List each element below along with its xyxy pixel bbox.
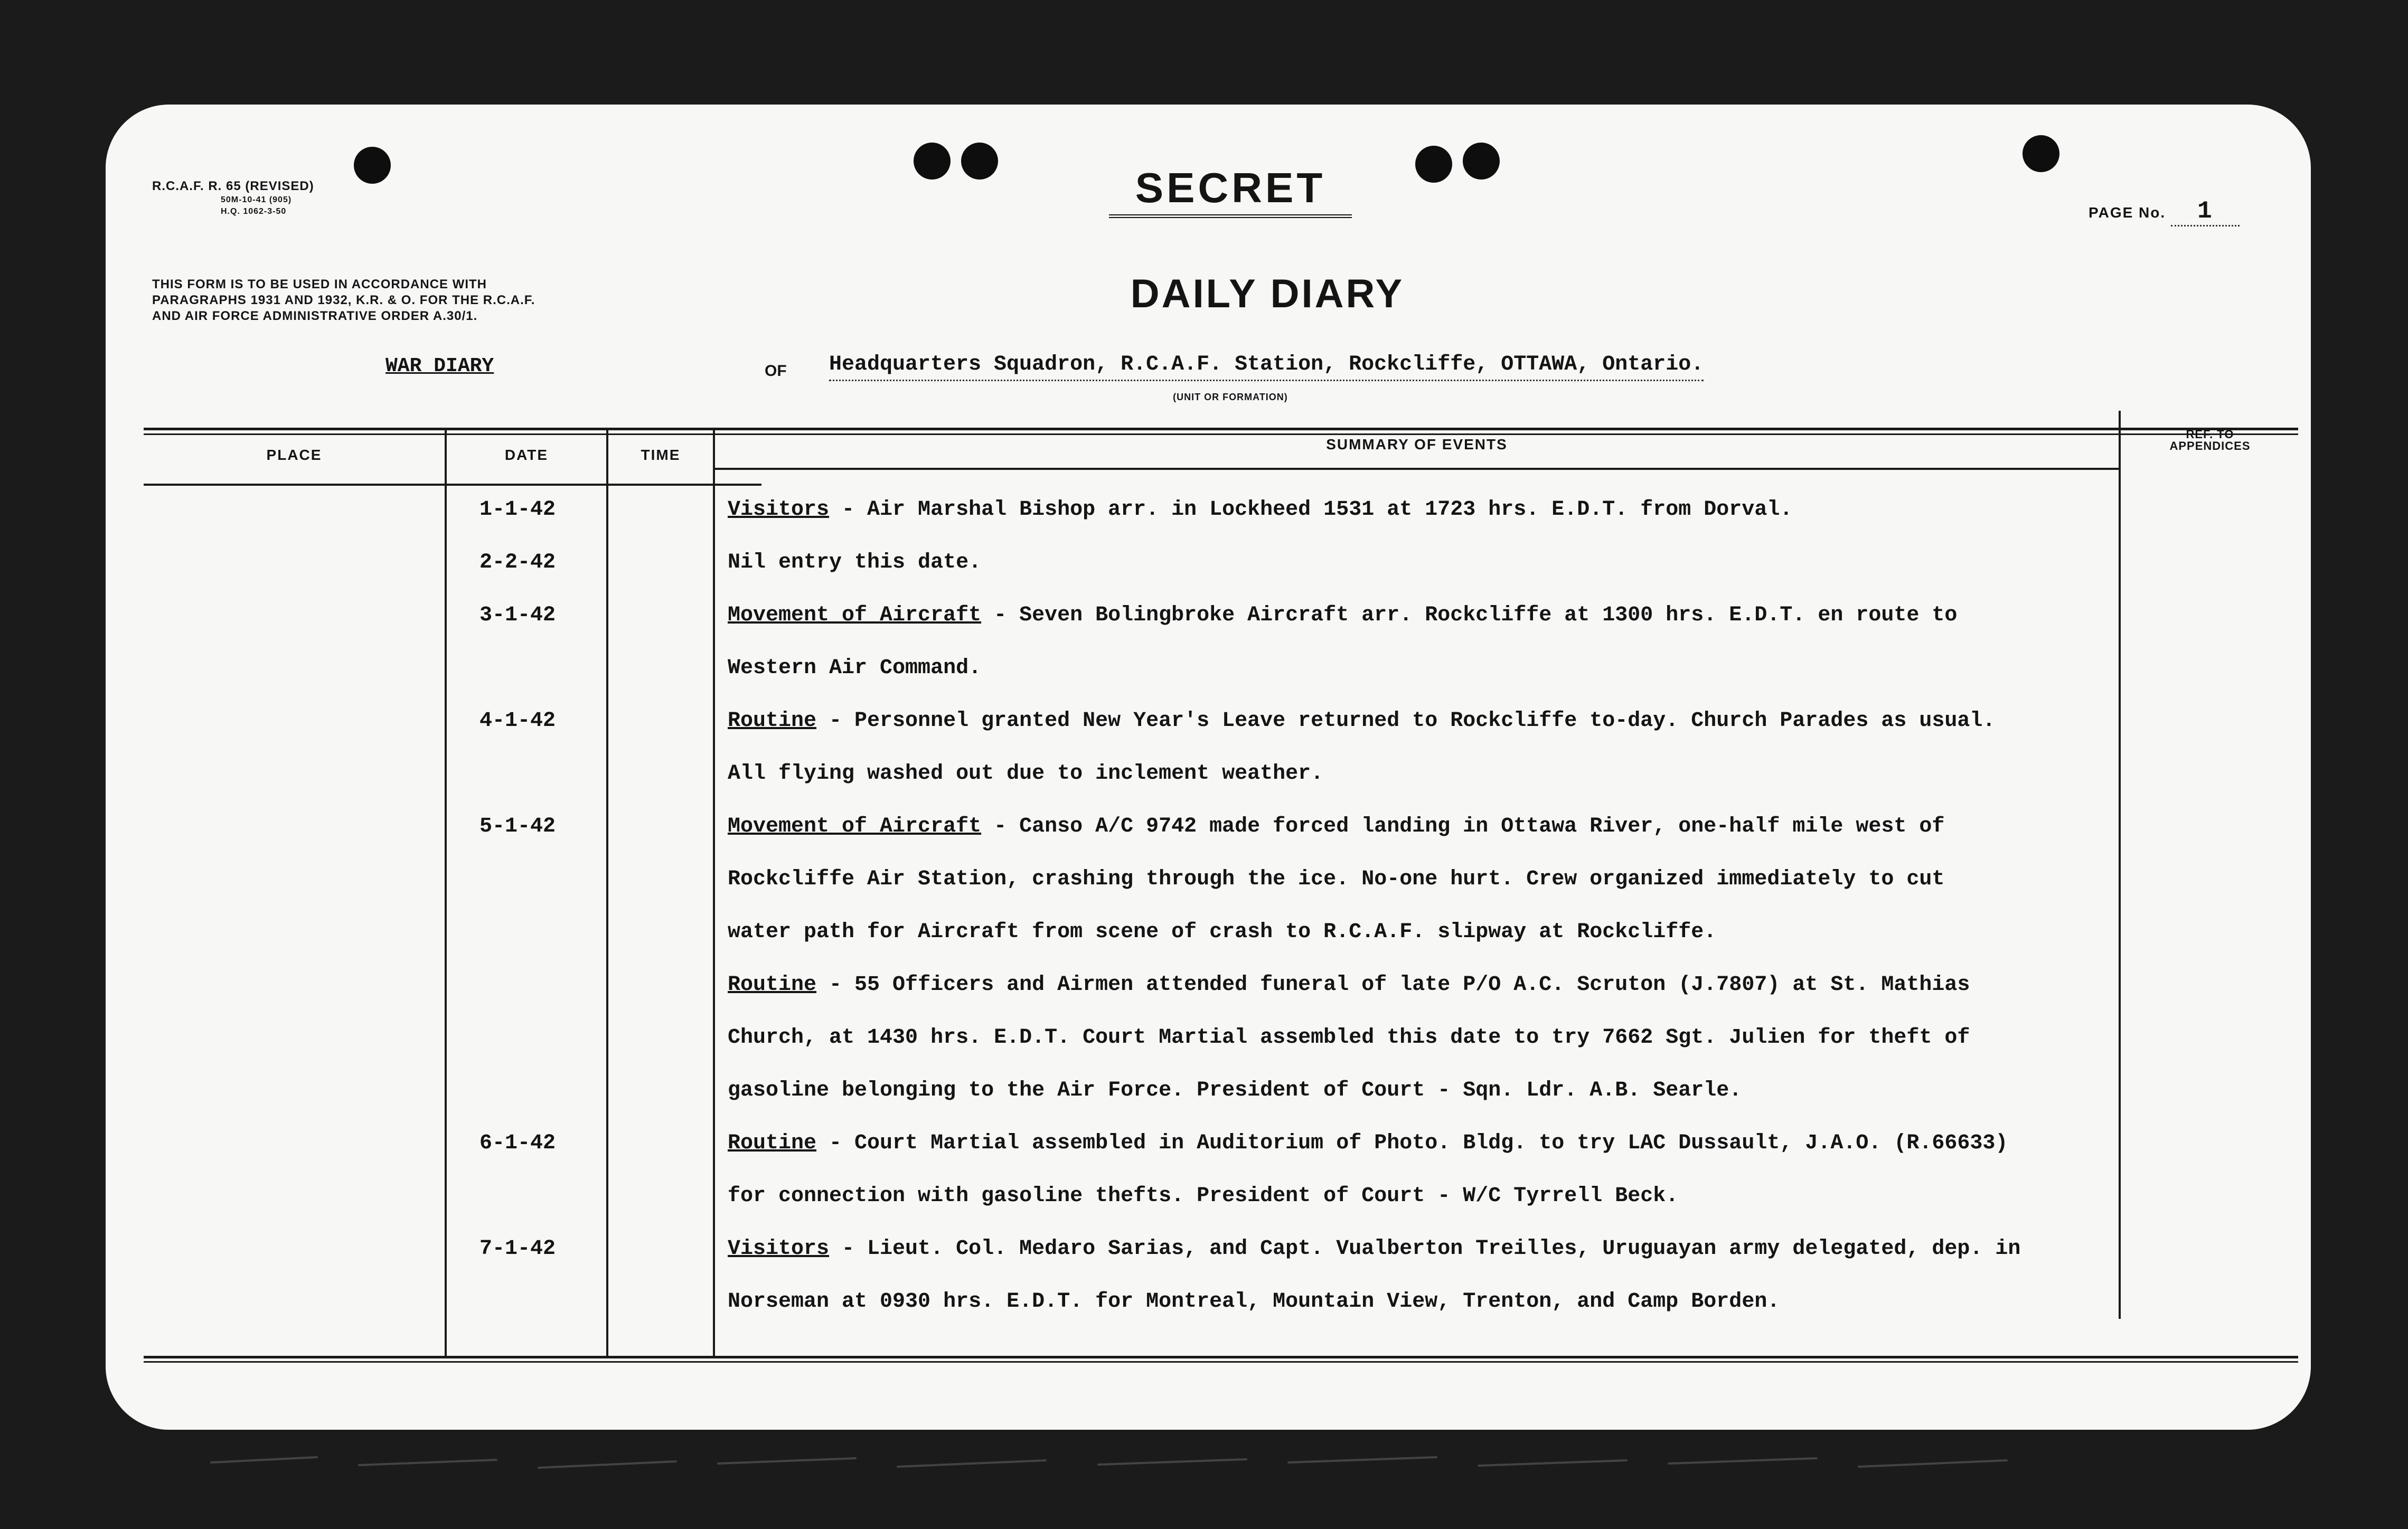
entry-date: 7-1-42 (479, 1237, 556, 1261)
entry-text (728, 1237, 2185, 1261)
entry-body: - Lieut. Col. Medaro Sarias, and Capt. Vualberton Treilles, Uruguayan army delegated, dep. in (829, 1237, 2021, 1261)
form-usage-notice: THIS FORM IS TO BE USED IN ACCORDANCE WITH PARAGRAPHS 1931 AND 1932, K.R. & O. FOR THE R.C.A.F. AND AIR FORCE ADMINISTRATIVE ORDER A.30/1. (152, 277, 535, 323)
table-top-rule (144, 428, 2298, 430)
diary-line (106, 1131, 2311, 1184)
punch-hole (914, 143, 951, 180)
entry-body: - Air Marshal Bishop arr. in Lockheed 1531 at 1723 hrs. E.D.T. from Dorval. (829, 498, 1793, 522)
header-ref-appendices (2123, 429, 2297, 452)
diary-line (106, 1026, 2311, 1079)
entry-category: Routine (728, 1131, 817, 1155)
diary-line (106, 603, 2311, 656)
form-ref-line: R.C.A.F. R. 65 (REVISED) (152, 179, 314, 193)
entry-text (728, 1290, 2185, 1314)
header-bottom-rule (144, 484, 761, 486)
entry-body: - Canso A/C 9742 made forced landing in Ottawa River, one-half mile west of (981, 815, 1945, 838)
film-edge-streaks (201, 1441, 2102, 1489)
diary-line (106, 867, 2311, 920)
entry-text (728, 1079, 2185, 1102)
document-title: DAILY DIARY (1130, 271, 1405, 316)
header-summary: SUMMARY OF EVENTS (1326, 436, 1508, 452)
entry-text (728, 1184, 2185, 1208)
entry-category: Movement of Aircraft (728, 603, 982, 627)
security-classification: SECRET (1109, 164, 1352, 218)
table-bottom-rule (144, 1356, 2298, 1358)
entry-body: for connection with gasoline thefts. President of Court - W/C Tyrrell Beck. (728, 1184, 1679, 1208)
form-ref-line: H.Q. 1062-3-50 (221, 207, 287, 216)
punch-hole (2023, 135, 2059, 172)
entry-category: Routine (728, 709, 817, 733)
diary-line (106, 762, 2311, 815)
entry-text (728, 1131, 2185, 1155)
war-diary-label: WAR DIARY (385, 355, 494, 377)
entry-text (728, 709, 2185, 733)
entry-body: Norseman at 0930 hrs. E.D.T. for Montreal, Mountain View, Trenton, and Camp Borden. (728, 1290, 1780, 1314)
entry-text (728, 762, 2185, 786)
entry-text (728, 920, 2185, 944)
entry-date: 3-1-42 (479, 603, 556, 627)
diary-line (106, 1079, 2311, 1131)
header-bottom-rule (714, 468, 2121, 470)
entry-date: 1-1-42 (479, 498, 556, 522)
entry-category: Visitors (728, 1237, 830, 1261)
of-label: OF (765, 362, 787, 380)
entry-body: Church, at 1430 hrs. E.D.T. Court Martial assembled this date to try 7662 Sgt. Julien for theft of (728, 1026, 1970, 1050)
entry-body: Western Air Command. (728, 656, 982, 680)
entry-text (728, 551, 2185, 574)
entry-text (728, 1026, 2185, 1050)
diary-line (106, 815, 2311, 867)
header-date: DATE (504, 447, 549, 463)
entry-text (728, 867, 2185, 891)
diary-line (106, 1237, 2311, 1290)
entry-text (728, 498, 2185, 522)
header-ref-line: APPENDICES (2169, 439, 2251, 452)
diary-form-card (106, 105, 2311, 1430)
entry-category: Movement of Aircraft (728, 815, 982, 838)
form-reference (152, 178, 314, 218)
entry-body: - 55 Officers and Airmen attended funeral of late P/O A.C. Scruton (J.7807) at St. Mathias (816, 973, 1970, 997)
table-top-rule (144, 433, 2298, 435)
entry-body: - Seven Bolingbroke Aircraft arr. Rockcliffe at 1300 hrs. E.D.T. en route to (981, 603, 1958, 627)
page-number (2089, 197, 2240, 226)
entry-date: 6-1-42 (479, 1131, 556, 1155)
unit-caption: (UNIT OR FORMATION) (1173, 392, 1288, 402)
punch-hole (354, 147, 391, 184)
diary-line (106, 973, 2311, 1026)
punch-hole (961, 143, 998, 180)
entry-text (728, 973, 2185, 997)
entry-text (728, 603, 2185, 627)
table-bottom-rule (144, 1361, 2298, 1363)
diary-line (106, 1290, 2311, 1343)
diary-line (106, 498, 2311, 551)
entry-text (728, 656, 2185, 680)
unit-name: Headquarters Squadron, R.C.A.F. Station, Rockcliffe, OTTAWA, Ontario. (829, 353, 1704, 381)
entry-body: All flying washed out due to inclement weather. (728, 762, 1324, 786)
entry-date: 2-2-42 (479, 551, 556, 574)
header-ref-line: REF. TO (2186, 428, 2234, 441)
entry-body: water path for Aircraft from scene of crash to R.C.A.F. slipway at Rockcliffe. (728, 920, 1717, 944)
diary-line (106, 920, 2311, 973)
form-ref-line: 50M-10-41 (905) (221, 195, 292, 204)
entry-category: Routine (728, 973, 817, 997)
entry-body: Rockcliffe Air Station, crashing through the ice. No-one hurt. Crew organized immediately to cut (728, 867, 1945, 891)
diary-line (106, 656, 2311, 709)
diary-line (106, 1184, 2311, 1237)
header-time: TIME (641, 447, 681, 463)
punch-hole (1415, 146, 1452, 183)
entry-date: 5-1-42 (479, 815, 556, 838)
entry-text (728, 815, 2185, 838)
entry-body: - Court Martial assembled in Auditorium of Photo. Bldg. to try LAC Dussault, J.A.O. (R.66633) (816, 1131, 2008, 1155)
diary-line (106, 709, 2311, 762)
page-number-value: 1 (2171, 197, 2240, 226)
diary-line (106, 551, 2311, 603)
entry-body: Nil entry this date. (728, 551, 982, 574)
entry-category: Visitors (728, 498, 830, 522)
entry-body: - Personnel granted New Year's Leave returned to Rockcliffe to-day. Church Parades as usual. (816, 709, 1996, 733)
entry-date: 4-1-42 (479, 709, 556, 733)
page-number-label: PAGE No. (2089, 204, 2166, 221)
header-place: PLACE (266, 447, 322, 463)
entry-body: gasoline belonging to the Air Force. President of Court - Sqn. Ldr. A.B. Searle. (728, 1079, 1742, 1102)
punch-hole (1463, 143, 1500, 180)
